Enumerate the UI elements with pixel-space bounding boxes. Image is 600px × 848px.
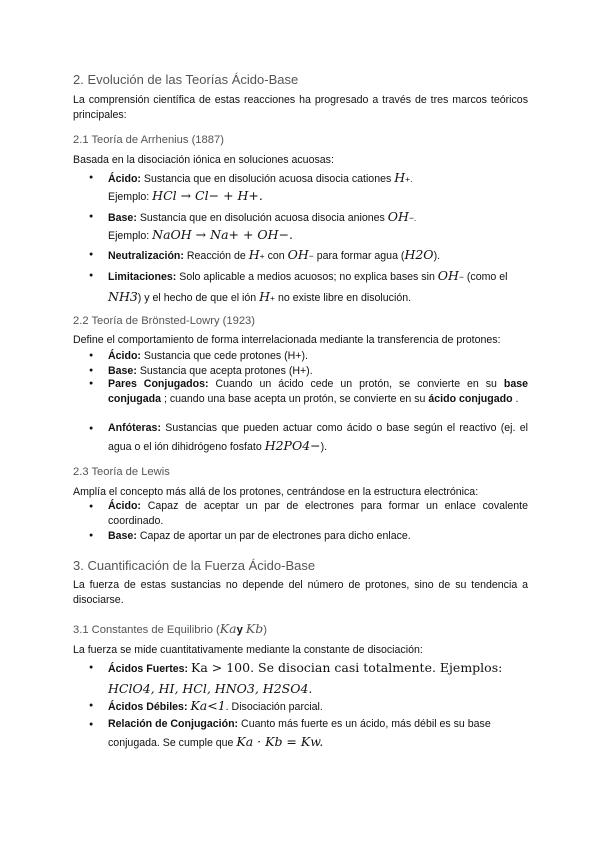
subsection-title-arrhenius: 2.1 Teoría de Arrhenius (1887) — [73, 134, 224, 146]
relation-formula: Ka · Kb = Kw. — [236, 734, 324, 749]
list-item — [108, 420, 528, 456]
list-item: ● Ácido: Sustancia que en disolución acuosa disocia cationes H+. — [108, 170, 528, 187]
term-text: no existe libre en disolución. — [277, 292, 412, 304]
list-item: ● Base: Sustancia que en disolución acuosa disocia aniones OH−. — [108, 209, 528, 226]
ion-oh: OH — [287, 247, 309, 262]
phosphate-formula: H2PO4− — [264, 438, 321, 453]
example-label: Ejemplo: — [108, 230, 150, 242]
term-text: Capaz de aceptar un par de electrones para formar un enlace covalente coordinado. — [108, 500, 528, 527]
term-label: Ácido: — [108, 350, 141, 362]
term-label: Ácidos Fuertes: — [108, 663, 189, 675]
list-item — [108, 716, 528, 752]
term-text: Capaz de aportar un par de electrones para dicho enlace. — [139, 530, 411, 542]
term-label: Relación de Conjugación: — [108, 718, 239, 730]
term-text: Sustancia que acepta protones (H+). — [139, 365, 313, 377]
term-text: . Disociación parcial. — [225, 701, 323, 713]
title-text: 3.1 Constantes de Equilibrio ( — [73, 624, 220, 636]
condition-formula: Ka > 100 — [191, 660, 251, 675]
title-text: ) — [263, 624, 267, 636]
list-item — [108, 698, 528, 715]
example-equation: HCl → Cl− + H+. — [152, 188, 263, 203]
term-text: . Se disocian casi totalmente. Ejemplos: — [250, 660, 503, 675]
example-label: Ejemplo: — [108, 191, 150, 203]
term-label: Anfóteras: — [108, 422, 161, 434]
list-item — [108, 528, 528, 544]
lewis-intro: Amplía el concepto más allá de los protones, centrándose en la estructura electrónica: — [73, 486, 479, 498]
ka-symbol: Ka — [219, 621, 237, 636]
term-text: Reacción de — [186, 250, 246, 262]
term-label: Ácido: — [108, 500, 141, 512]
term-text: ). — [320, 441, 328, 453]
list-item — [108, 348, 528, 364]
term-label: Ácido: — [108, 173, 141, 185]
term-text: Cuanto más fuerte es un ácido, más débil es su base conjugada. Se cumple que — [108, 718, 491, 749]
list-item: ● Neutralización: Reacción de H+ con OH− para formar agua (H2O). — [108, 247, 528, 264]
subsection-title-bronsted: 2.2 Teoría de Brönsted-Lowry (1923) — [73, 315, 256, 327]
nh3-formula: NH3 — [108, 289, 138, 304]
term-label: Base: — [108, 530, 137, 542]
arrhenius-intro: Basada en la disociación iónica en soluciones acuosas: — [73, 154, 334, 166]
example-line — [108, 188, 263, 203]
term-text: Sustancia que en disolución acuosa disocia aniones — [139, 212, 385, 224]
kb-symbol: Kb — [245, 621, 264, 636]
term-label: Limitaciones: — [108, 271, 177, 283]
term-text: con — [267, 250, 285, 262]
term-text: ). — [433, 250, 441, 262]
term-text: Cuando un ácido cede un protón, se convierte en su — [215, 378, 497, 390]
term-text: ) y el hecho de que el ión — [137, 292, 257, 304]
section-title: 3. Cuantificación de la Fuerza Ácido-Base — [73, 558, 316, 573]
term-text: Solo aplicable a medios acuosos; no explica bases sin — [179, 271, 435, 283]
term-text: Sustancias que pueden actuar como ácido o base según el reactivo (ej. el agua o el ión dihidrógeno fosfato — [108, 422, 528, 453]
term-label: Ácidos Débiles: — [108, 701, 188, 713]
constantes-intro: La fuerza se mide cuantitativamente mediante la constante de disociación: — [73, 644, 423, 656]
term-label: Base: — [108, 212, 137, 224]
list-item — [108, 499, 528, 529]
section-intro: La comprensión científica de estas reacciones ha progresado a través de tres marcos teóricos principales: — [73, 94, 528, 121]
term-text: . — [515, 392, 519, 405]
section-title: 2. Evolución de las Teorías Ácido-Base — [73, 72, 299, 87]
list-item — [108, 377, 528, 406]
term-text: Sustancia que cede protones (H+). — [143, 350, 308, 362]
ion-oh: OH — [437, 268, 459, 283]
condition-formula: Ka<1 — [190, 698, 226, 713]
ion-h: H — [248, 247, 260, 262]
term-label: Pares Conjugados: — [108, 378, 209, 390]
ion-h: H — [259, 289, 271, 304]
ion-h: H — [394, 170, 406, 185]
examples-formula: HClO4, HI, HCl, HNO3, H2SO4. — [108, 681, 313, 696]
section-intro: La fuerza de estas sustancias no depende del número de protones, sino de su tendencia a disociarse. — [73, 579, 528, 606]
term-text: Sustancia que en disolución acuosa disocia cationes — [143, 173, 392, 185]
term-bold: base conjugada — [108, 378, 529, 405]
term-bold: ácido conjugado — [428, 392, 513, 405]
water-formula: H2O — [404, 247, 434, 262]
ion-oh: OH — [387, 209, 409, 224]
subsection-title-constantes — [73, 621, 267, 636]
term-text: para formar agua ( — [316, 250, 405, 262]
list-item: ● Limitaciones: Solo aplicable a medios acuosos; no explica bases sin OH− (como el NH3) y el hecho de que el ión H+ no existe libre en disolución. — [108, 266, 528, 308]
example-line — [108, 227, 293, 242]
term-text: ; cuando una base acepta un protón, se convierte en su — [163, 392, 426, 405]
term-label: Base: — [108, 365, 137, 377]
term-text: (como el — [466, 271, 508, 283]
subsection-title-lewis: 2.3 Teoría de Lewis — [73, 466, 170, 478]
bronsted-intro: Define el comportamiento de forma interrelacionada mediante la transferencia de protones: — [73, 334, 501, 346]
term-label: Neutralización: — [108, 250, 184, 262]
list-item — [108, 658, 528, 700]
title-text: y — [236, 624, 243, 636]
example-equation: NaOH → Na+ + OH−. — [152, 227, 294, 242]
